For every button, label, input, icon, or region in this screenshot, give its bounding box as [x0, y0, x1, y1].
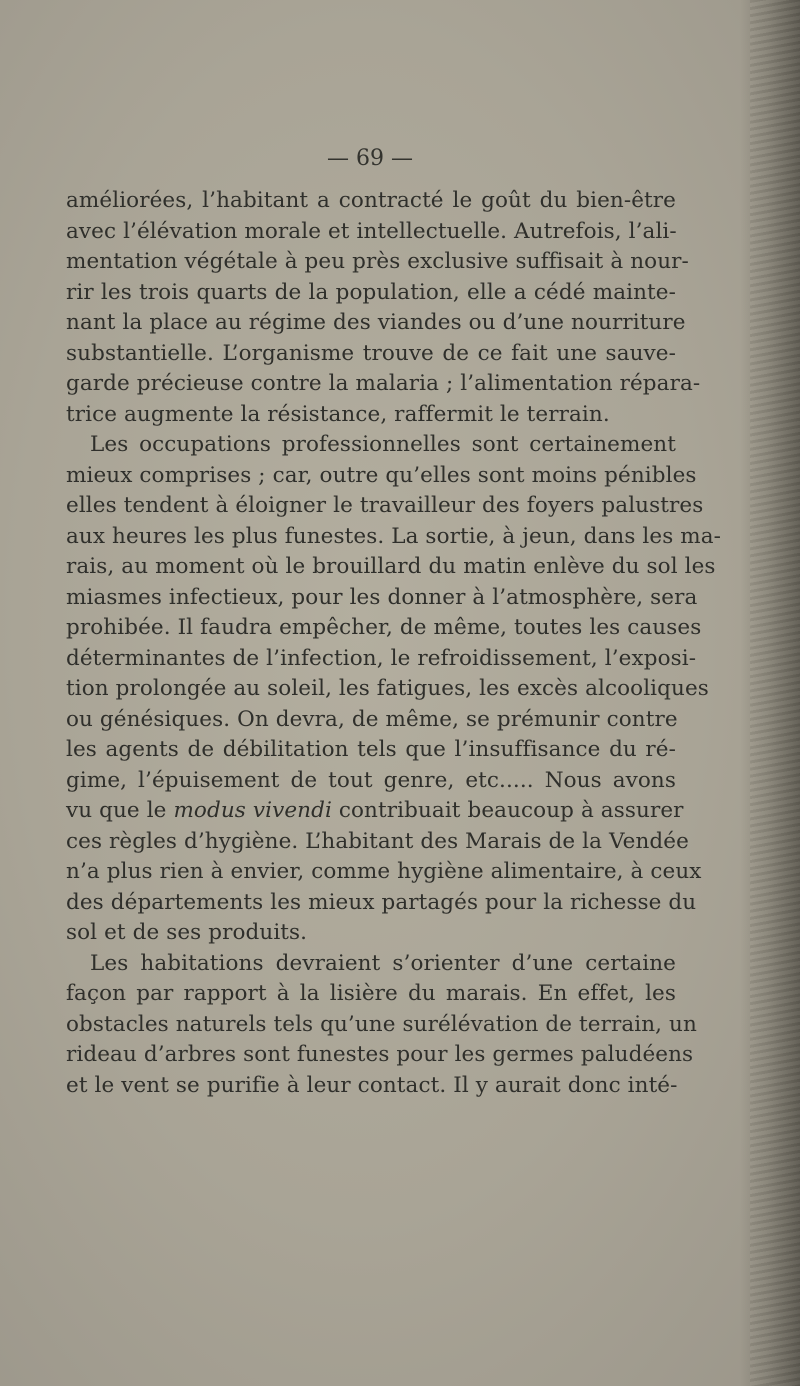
text-line: rir les trois quarts de la population, elle a cédé mainte-	[66, 279, 676, 305]
text-line: façon par rapport à la lisière du marais. En effet, les	[66, 981, 676, 1006]
text-line: rideau d’arbres sont funestes pour les germes paludéens	[66, 1042, 694, 1067]
text-line: sol et de ses produits.	[66, 920, 308, 945]
text-segment: vu que le	[66, 798, 174, 823]
text-line: et le vent se purifie à leur contact. Il y aurait donc inté-	[66, 1072, 678, 1098]
paragraph-start-line: Les habitations devraient s’orienter d’une certaine	[90, 950, 676, 976]
text-line: déterminantes de l’infection, le refroidissement, l’exposi-	[66, 645, 697, 671]
text-line: obstacles naturels tels qu’une surélévation de terrain, un	[66, 1011, 697, 1037]
text-line: prohibée. Il faudra empêcher, de même, toutes les causes	[66, 615, 702, 640]
text-line: mentation végétale à peu près exclusive suffisait à nour-	[66, 249, 689, 274]
paragraph-start-line: Les occupations professionnelles sont certainement	[90, 432, 676, 457]
text-line: gime, l’épuisement de tout genre, etc..... Nous avons	[66, 767, 676, 793]
text-line: garde précieuse contre la malaria ; l’alimentation répara-	[66, 371, 701, 396]
text-line: elles tendent à éloigner le travailleur des foyers palustres	[66, 493, 704, 518]
text-line: des départements les mieux partagés pour la richesse du	[66, 889, 697, 915]
text-line: miasmes infectieux, pour les donner à l’atmosphère, sera	[66, 584, 698, 610]
italic-phrase: modus vivendi	[173, 798, 332, 823]
text-line: substantielle. L’organisme trouve de ce fait une sauve-	[66, 340, 676, 366]
text-line: ces règles d’hygiène. L’habitant des Marais de la Vendée	[66, 828, 689, 854]
text-line: ou génésiques. On devra, de même, se prémunir contre	[66, 706, 678, 732]
text-line: avec l’élévation morale et intellectuelle. Autrefois, l’ali-	[66, 218, 677, 244]
text-line: aux heures les plus funestes. La sortie, à jeun, dans les ma-	[66, 523, 722, 549]
text-line: n’a plus rien à envier, comme hygiène alimentaire, à ceux	[66, 859, 702, 884]
text-line: tion prolongée au soleil, les fatigues, les excès alcooliques	[66, 676, 709, 701]
text-segment: contribuait beaucoup à assurer	[331, 798, 684, 823]
text-line-with-italic	[66, 796, 684, 827]
page-number: — 69 —	[327, 146, 413, 171]
text-line: mieux comprises ; car, outre qu’elles sont moins pénibles	[66, 462, 697, 488]
text-line: trice augmente la résistance, raffermit le terrain.	[66, 401, 610, 427]
text-line: rais, au moment où le brouillard du matin enlève du sol les	[66, 554, 716, 579]
text-line: les agents de débilitation tels que l’insuffisance du ré-	[66, 737, 676, 762]
text-line: améliorées, l’habitant a contracté le goût du bien-être	[66, 188, 676, 213]
page-edge-texture	[750, 0, 800, 1386]
body-text	[66, 186, 722, 1101]
text-line: nant la place au régime des viandes ou d’une nourriture	[66, 310, 686, 335]
